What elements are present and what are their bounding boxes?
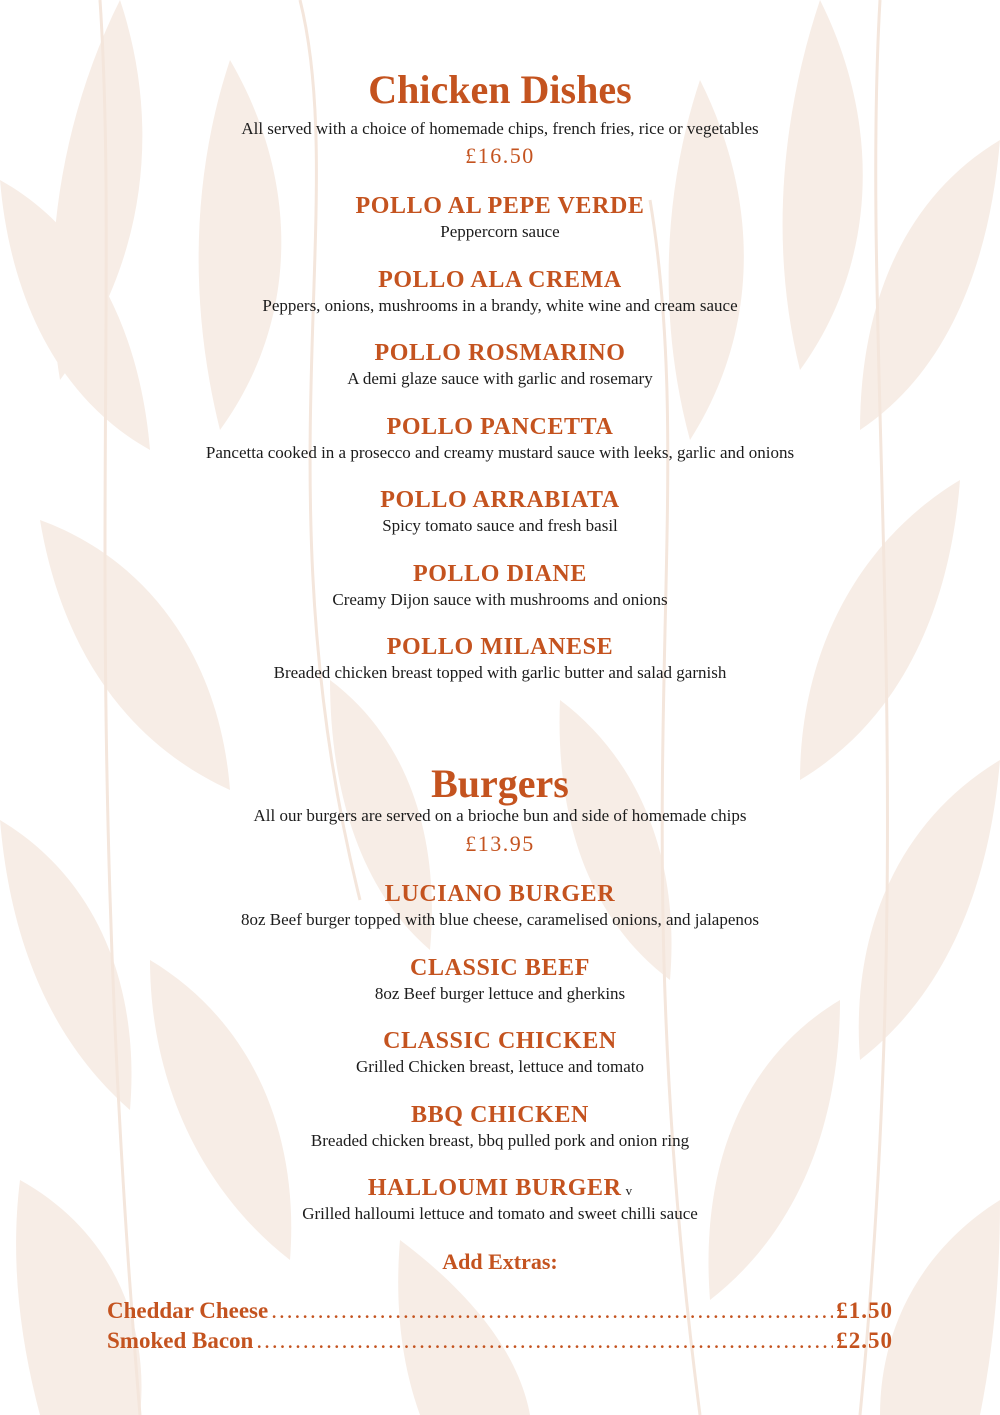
chicken-section-price: £16.50 (465, 143, 535, 168)
dot-leader (256, 1327, 833, 1355)
dish-name: HALLOUMI BURGER (367, 1175, 622, 1201)
dish-description: A demi glaze sauce with garlic and rosemary (347, 369, 653, 388)
extra-item (107, 1327, 893, 1355)
dish-description: Creamy Dijon sauce with mushrooms and onions (332, 590, 668, 609)
dish-description: Grilled Chicken breast, lettuce and tomato (356, 1057, 644, 1076)
burgers-section-price: £13.95 (465, 831, 535, 856)
dish-description: 8oz Beef burger lettuce and gherkins (374, 984, 626, 1003)
vegetarian-mark: v (625, 1183, 633, 1198)
dish-description: Spicy tomato sauce and fresh basil (382, 516, 618, 535)
burgers-section-title: Burgers (431, 761, 569, 806)
chicken-section-title: Chicken Dishes (368, 67, 632, 112)
dish-description: Breaded chicken breast topped with garlic butter and salad garnish (273, 663, 727, 682)
extra-item-price: £1.50 (836, 1298, 893, 1323)
extras-title: Add Extras: (442, 1249, 558, 1274)
dish-name: POLLO AL PEPE VERDE (355, 193, 645, 219)
dish-name: POLLO PANCETTA (386, 414, 614, 440)
extra-item (107, 1297, 893, 1325)
dish-name: POLLO ARRABIATA (380, 487, 620, 513)
dish-name: CLASSIC BEEF (410, 955, 590, 981)
dish-name: POLLO ALA CREMA (378, 267, 622, 293)
dish-name: BBQ CHICKEN (411, 1102, 589, 1128)
extra-item-name: Smoked Bacon (107, 1328, 254, 1353)
dish-name: CLASSIC CHICKEN (383, 1028, 617, 1054)
dish-description: Pancetta cooked in a prosecco and creamy mustard sauce with leeks, garlic and onions (205, 443, 795, 462)
dish-name-with-veg-mark (0, 1174, 1000, 1205)
burgers-section-intro: All our burgers are served on a brioche bun and side of homemade chips (253, 806, 747, 825)
chicken-section-intro: All served with a choice of homemade chips, french fries, rice or vegetables (241, 119, 759, 138)
dish-description: Breaded chicken breast, bbq pulled pork and onion ring (310, 1131, 690, 1150)
dish-name: POLLO DIANE (413, 561, 587, 587)
dish-description: Peppercorn sauce (440, 222, 560, 241)
extra-item-name: Cheddar Cheese (107, 1298, 269, 1323)
dish-name: LUCIANO BURGER (384, 881, 616, 907)
dish-name: POLLO MILANESE (386, 634, 614, 660)
dot-leader (271, 1297, 833, 1325)
dish-name: POLLO ROSMARINO (374, 340, 626, 366)
dish-description: 8oz Beef burger topped with blue cheese, caramelised onions, and jalapenos (240, 910, 759, 929)
extra-item-price: £2.50 (836, 1328, 893, 1353)
dish-description: Peppers, onions, mushrooms in a brandy, white wine and cream sauce (262, 296, 738, 315)
dish-description: Grilled halloumi lettuce and tomato and sweet chilli sauce (302, 1204, 698, 1223)
